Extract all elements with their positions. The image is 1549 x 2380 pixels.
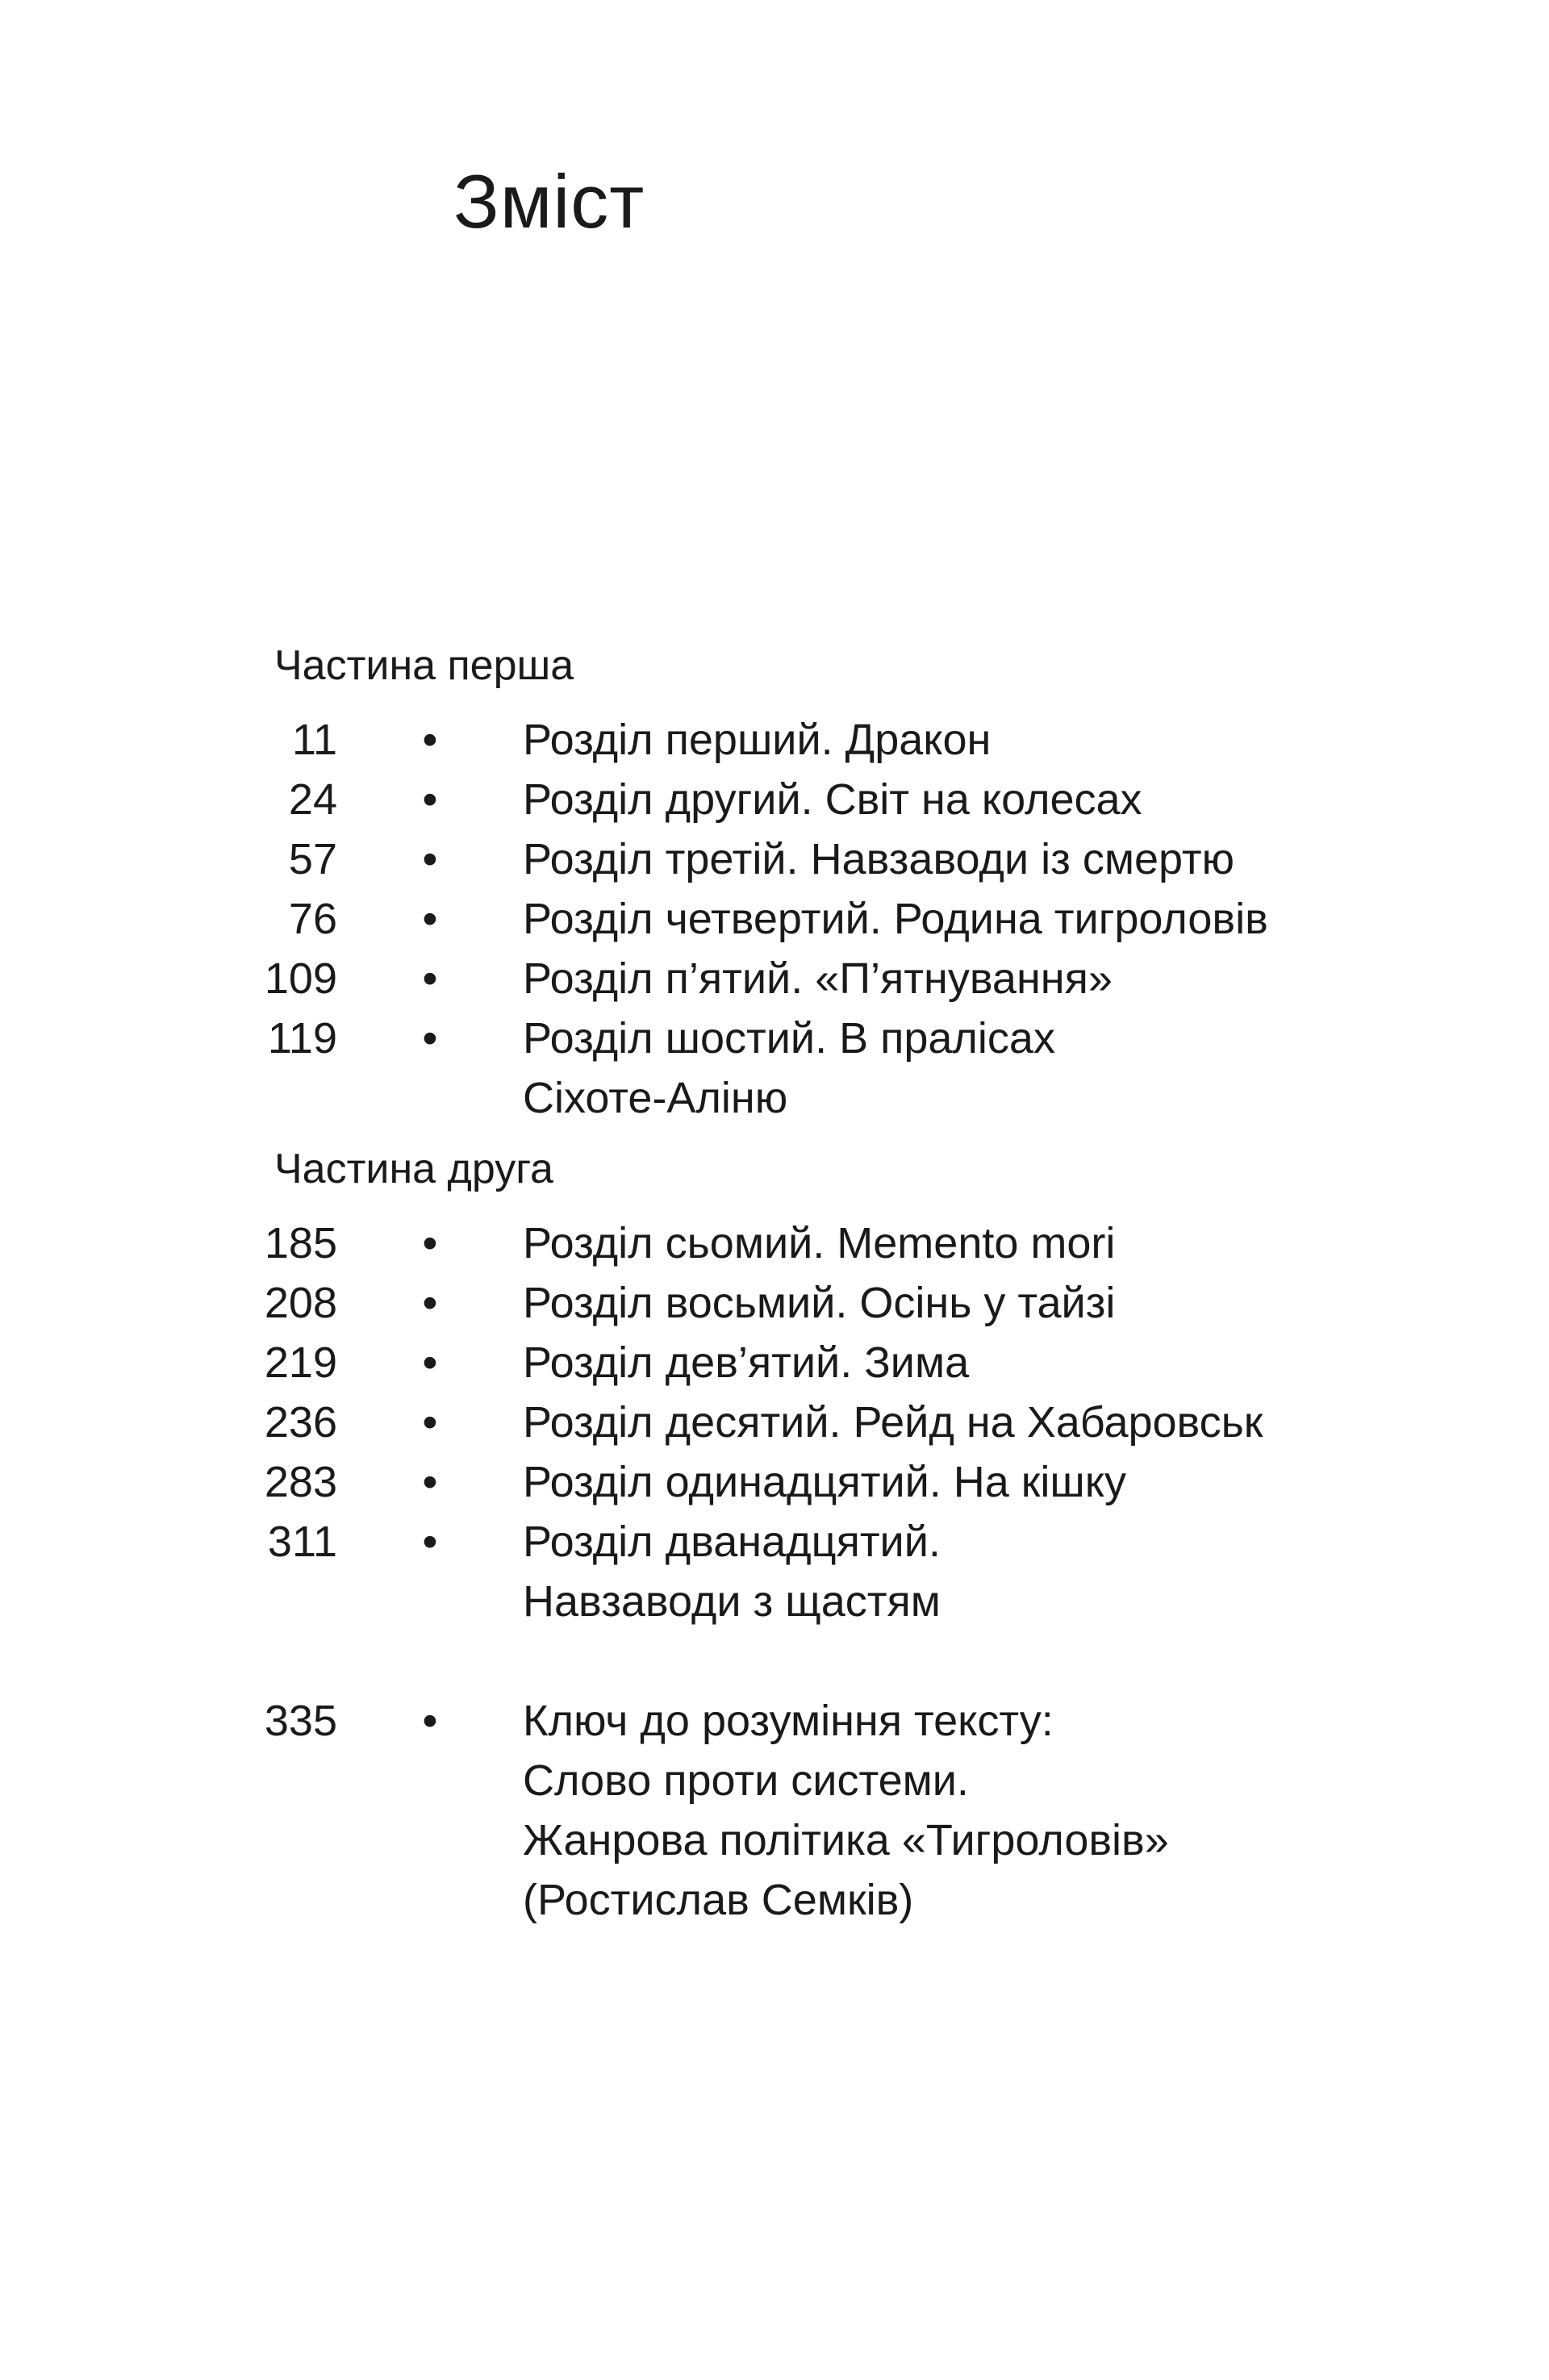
page-number: 11 — [291, 716, 337, 764]
chapter-title: Розділ перший. Дракон — [523, 716, 992, 764]
chapter-title: Розділ п’ятий. «П’ятнування» — [523, 954, 1113, 1003]
chapter-title: Розділ четвертий. Родина тигроловів — [523, 895, 1268, 943]
chapter-title: Розділ шостий. В пралісах Сіхоте-Аліню — [523, 1014, 1055, 1122]
toc-entry[interactable] — [242, 1333, 1372, 1393]
table-of-contents — [242, 636, 1372, 1930]
bullet: • — [422, 1014, 438, 1063]
page-number: 335 — [264, 1697, 337, 1745]
page-number: 109 — [264, 954, 337, 1003]
page-number: 57 — [288, 835, 337, 883]
toc-entry[interactable] — [242, 1273, 1372, 1333]
toc-entry[interactable] — [242, 1008, 1372, 1128]
page-number: 185 — [264, 1219, 337, 1267]
page-number: 236 — [264, 1398, 337, 1447]
toc-entry[interactable] — [242, 1393, 1372, 1452]
bullet: • — [422, 1398, 438, 1447]
page-number: 283 — [264, 1458, 337, 1506]
page-title: Зміст — [453, 159, 645, 244]
chapter-title: Розділ десятий. Рейд на Хабаровськ — [523, 1398, 1263, 1447]
bullet: • — [422, 716, 438, 764]
toc-entry[interactable] — [242, 710, 1372, 770]
bullet: • — [422, 1219, 438, 1267]
toc-entry[interactable] — [242, 1512, 1372, 1631]
bullet: • — [422, 1338, 438, 1387]
toc-entry[interactable] — [242, 770, 1372, 829]
chapter-title: Розділ дванадцятий. Навзаводи з щастям — [523, 1518, 941, 1626]
chapter-title: Розділ другий. Світ на колесах — [523, 775, 1142, 824]
spacer — [242, 1631, 1372, 1691]
page-number: 208 — [264, 1279, 337, 1327]
chapter-title: Розділ одинадцятий. На кішку — [523, 1458, 1126, 1506]
bullet: • — [422, 954, 438, 1003]
bullet: • — [422, 835, 438, 883]
afterword-title: Ключ до розуміння тексту: Слово проти системи. Жанрова політика «Тигроловів» (Ростислав Семків) — [523, 1697, 1169, 1924]
chapter-title: Розділ восьмий. Осінь у тайзі — [523, 1279, 1116, 1327]
page-number: 219 — [264, 1338, 337, 1387]
page-number: 311 — [267, 1518, 337, 1566]
bullet: • — [422, 775, 438, 824]
bullet: • — [422, 1518, 438, 1566]
page-number: 119 — [267, 1014, 337, 1063]
toc-entry[interactable] — [242, 829, 1372, 889]
chapter-title: Розділ дев’ятий. Зима — [523, 1338, 970, 1387]
toc-entry[interactable] — [242, 889, 1372, 949]
toc-entry[interactable] — [242, 949, 1372, 1008]
toc-entry[interactable] — [242, 1452, 1372, 1512]
bullet: • — [422, 1279, 438, 1327]
chapter-title: Розділ сьомий. Memento mori — [523, 1219, 1116, 1267]
page-number: 76 — [288, 895, 337, 943]
page-number: 24 — [288, 775, 337, 824]
chapter-title: Розділ третій. Навзаводи із смертю — [523, 835, 1235, 883]
bullet: • — [422, 1697, 438, 1745]
part-heading: Частина перша — [274, 642, 574, 689]
toc-entry-afterword[interactable] — [242, 1691, 1372, 1930]
bullet: • — [422, 895, 438, 943]
bullet: • — [422, 1458, 438, 1506]
part-heading: Частина друга — [274, 1146, 553, 1192]
toc-entry[interactable] — [242, 1213, 1372, 1273]
